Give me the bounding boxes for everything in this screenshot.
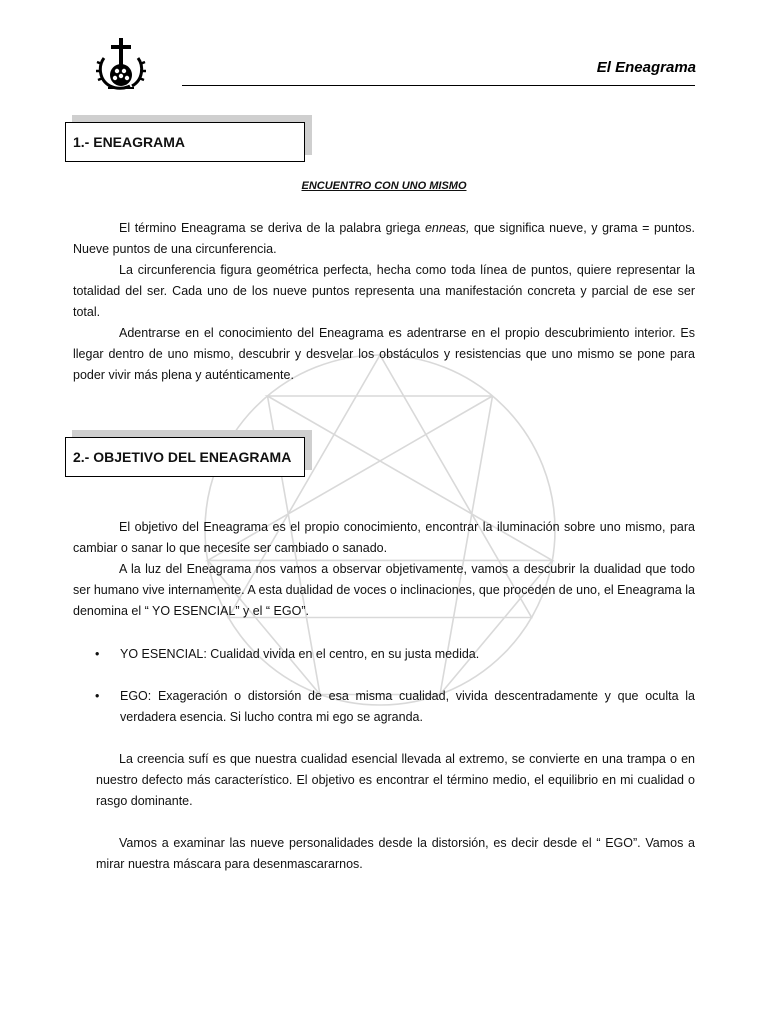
bullet-dot: • <box>95 647 100 661</box>
section-2-paragraph-3: La creencia sufí es que nuestra cualidad esencial llevada al extremo, se convierte en una trampa o en nuestro defecto más característico. El objetivo es encontrar el término medio, el equilibrio en mi cualidad o rasgo dominante. <box>96 752 695 808</box>
section-2-paragraph-2: A la luz del Eneagrama nos vamos a observar objetivamente, vamos a descubrir la dualidad que todo ser humano vive internamente. A esta dualidad de voces o inclinaciones, que proceden de uno, el Eneagrama la denomina el “ YO ESENCIAL” y el “ EGO”. <box>73 562 695 618</box>
section-1-body <box>73 218 695 386</box>
bullet-item: • EGO: Exageración o distorsión de esa misma cualidad, vivida descentradamente y que oculta la verdadera esencia. Si lucho contra mi ego se agranda. <box>73 686 695 728</box>
section-1-paragraph-3: Adentrarse en el conocimiento del Eneagrama es adentrarse en el propio descubrimiento interior. Es llegar dentro de uno mismo, descubrir y desvelar los obstáculos y resistencias que uno mismo se pone para poder vivir más plena y auténticamente. <box>73 326 695 382</box>
header-divider <box>182 85 695 86</box>
section-2-paragraph-3-block <box>96 749 695 812</box>
section-2-bullet-list <box>73 644 695 728</box>
bullet-item: • YO ESENCIAL: Cualidad vivida en el centro, en su justa medida. <box>73 644 695 665</box>
section-2-body <box>73 517 695 622</box>
section-1-paragraph-2: La circunferencia figura geométrica perfecta, hecha como toda línea de puntos, quiere representar la totalidad del ser. Cada uno de los nueve puntos representa una manifestación concreta y parcial de ese ser total. <box>73 263 695 319</box>
header-title: El Eneagrama <box>596 59 696 76</box>
section-1-heading: 1.- ENEAGRAMA <box>65 122 305 162</box>
section-1-heading-box <box>65 122 305 162</box>
section-2-paragraph-4: Vamos a examinar las nueve personalidades desde la distorsión, es decir desde el “ EGO”. Vamos a mirar nuestra máscara para desenmascararnos. <box>96 836 695 871</box>
section-1-subtitle: ENCUENTRO CON UNO MISMO <box>301 180 467 192</box>
section-2-heading: 2.- OBJETIVO DEL ENEAGRAMA <box>65 437 305 477</box>
bullet-dot: • <box>95 689 100 703</box>
section-2-paragraph-4-block <box>96 833 695 875</box>
cross-wreath-logo <box>96 36 146 94</box>
section-2-paragraph-1: El objetivo del Eneagrama es el propio conocimiento, encontrar la iluminación sobre uno mismo, para cambiar o sanar lo que necesite ser cambiado o sanado. <box>73 520 695 555</box>
section-2-heading-box <box>65 437 305 477</box>
section-1-paragraph-1: El término Eneagrama se deriva de la palabra griega enneas, que significa nueve, y grama = puntos. Nueve puntos de una circunferencia. <box>73 221 695 256</box>
